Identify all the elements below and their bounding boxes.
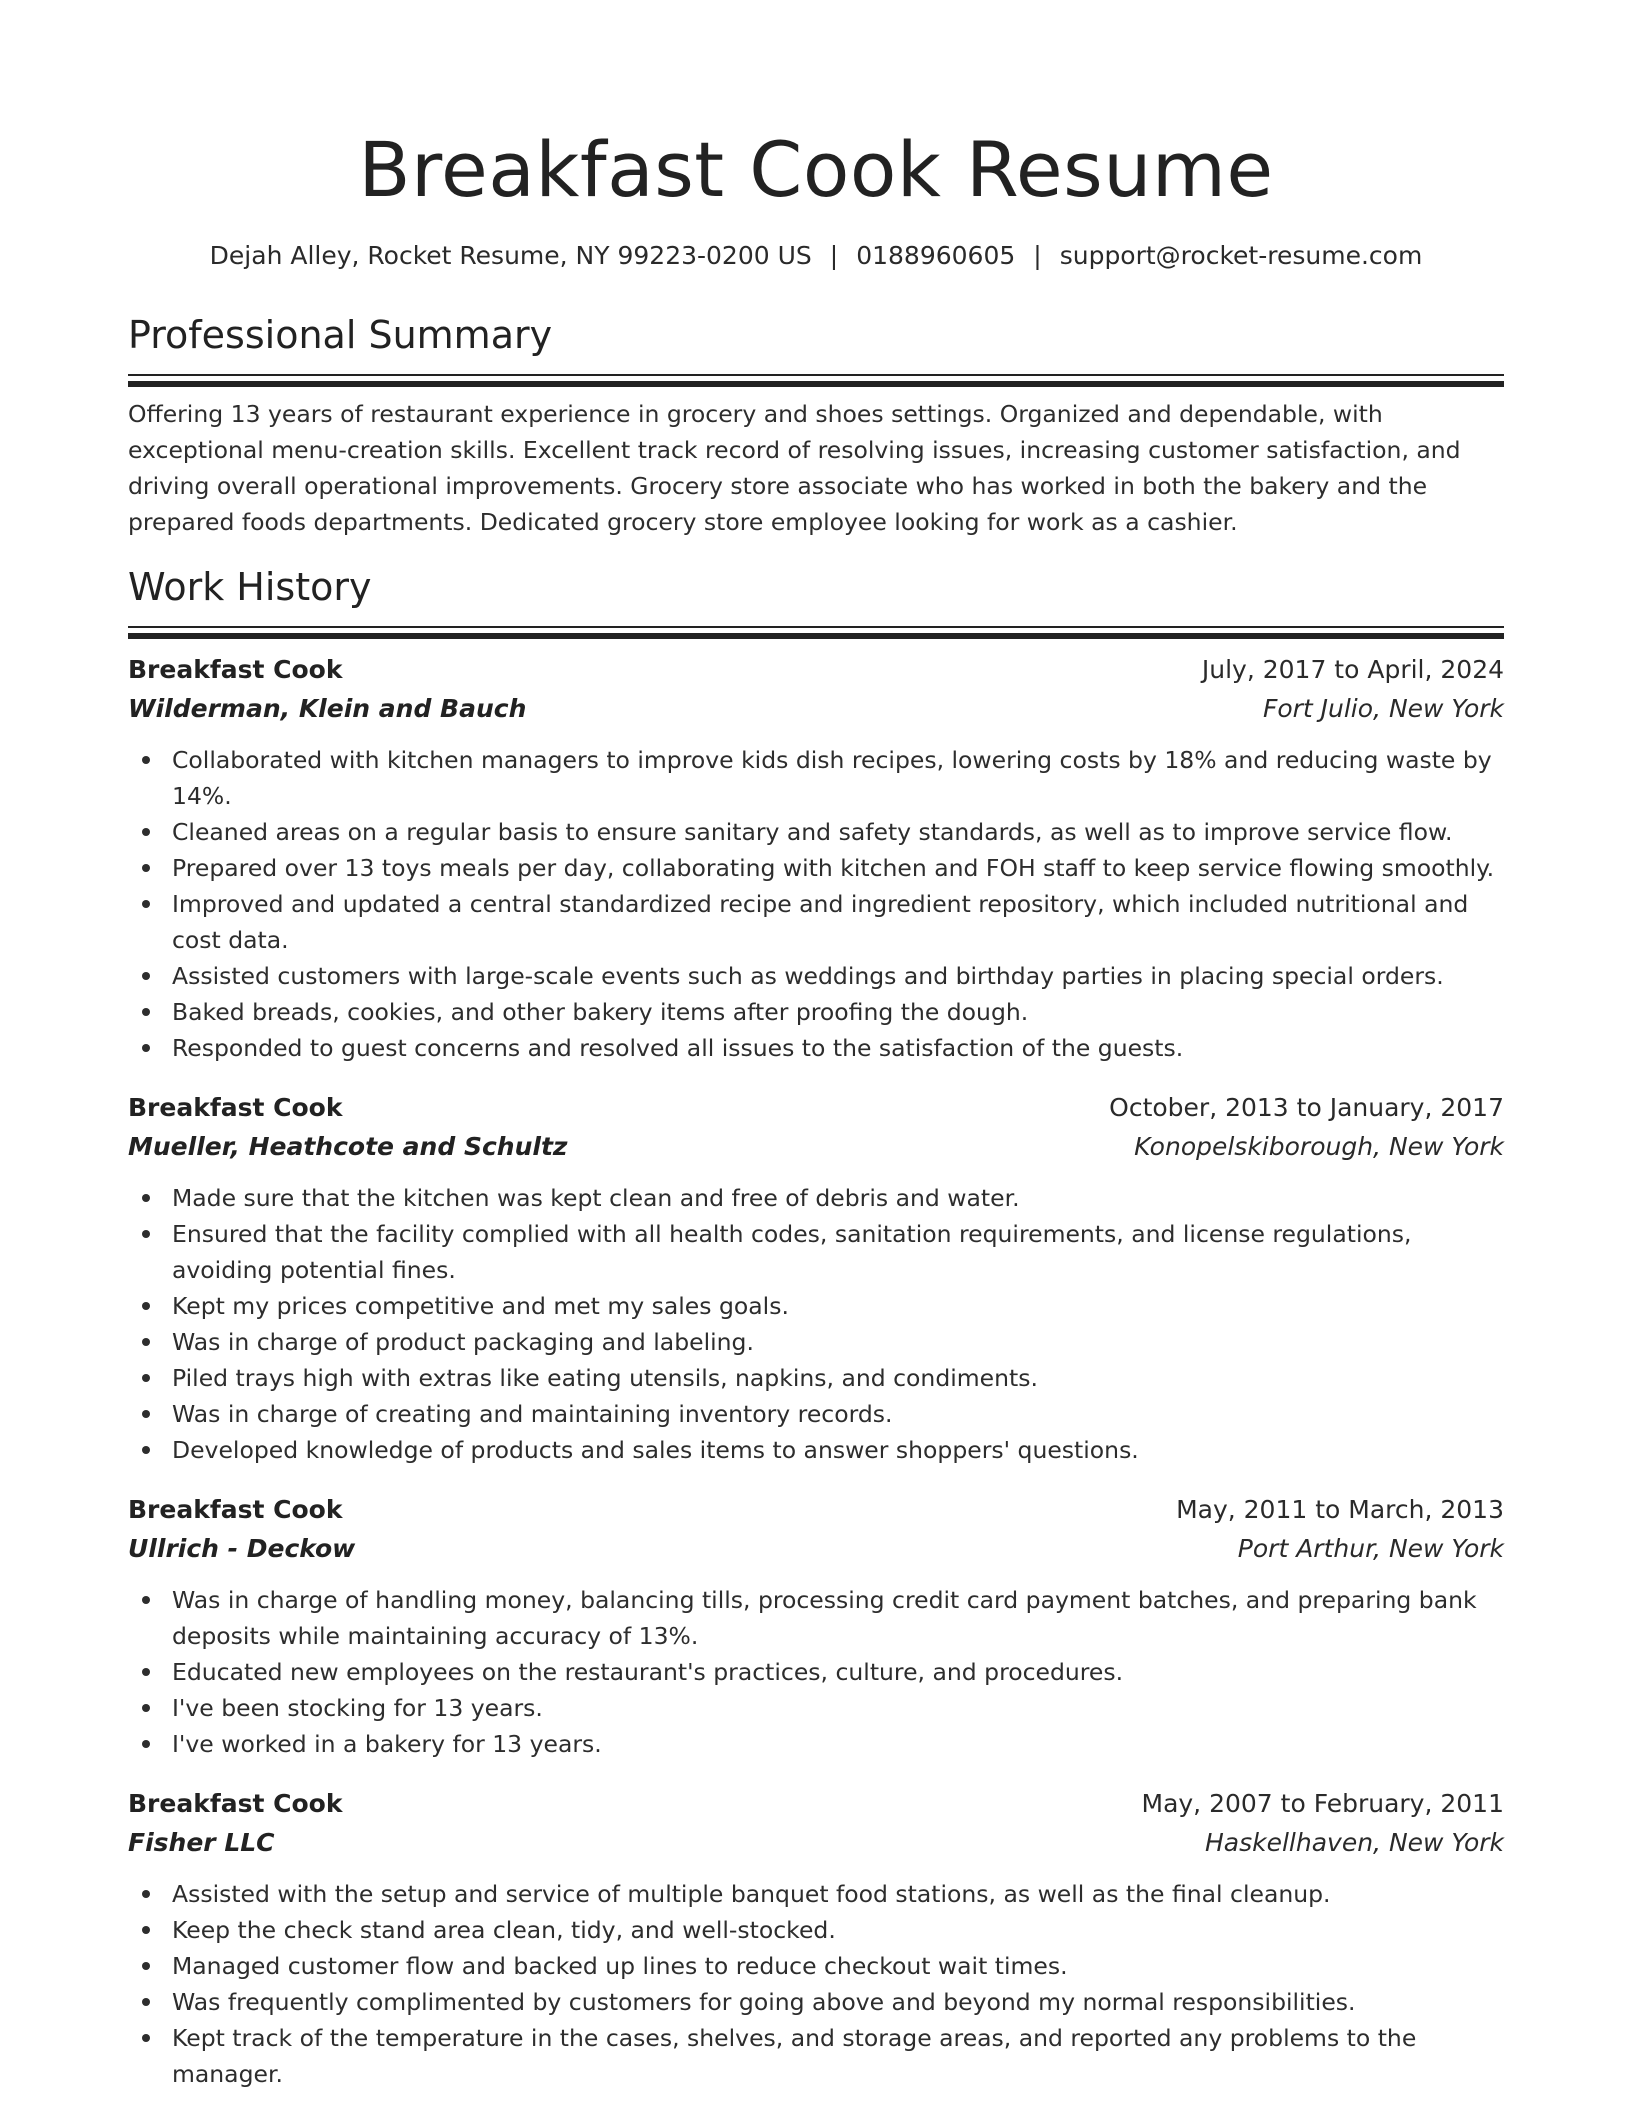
- job-company: Wilderman, Klein and Bauch: [128, 694, 527, 723]
- job-bullet-list: [128, 1582, 1504, 1762]
- section-heading-work-history: Work History: [128, 565, 372, 609]
- job-bullet-item: Made sure that the kitchen was kept clean and free of debris and water.: [128, 1180, 1504, 1216]
- contact-separator: |: [1033, 241, 1042, 270]
- job-header-row: [128, 1088, 1504, 1127]
- job-bullet-item: Developed knowledge of products and sales items to answer shoppers' questions.: [128, 1432, 1504, 1468]
- job-bullet-item: I've been stocking for 13 years.: [128, 1690, 1504, 1726]
- job-company: Mueller, Heathcote and Schultz: [128, 1132, 568, 1161]
- job-bullet-item: Was frequently complimented by customers for going above and beyond my normal responsibilities.: [128, 1984, 1504, 2020]
- contact-phone: 0188960605: [856, 241, 1016, 270]
- job-company: Fisher LLC: [128, 1828, 275, 1857]
- job-bullet-item: Prepared over 13 toys meals per day, collaborating with kitchen and FOH staff to keep service flowing smoothly.: [128, 850, 1504, 886]
- section-heading-summary: Professional Summary: [128, 313, 553, 357]
- resume-title: Breakfast Cook Resume: [358, 125, 1274, 214]
- job-dates: October, 2013 to January, 2017: [1109, 1093, 1504, 1122]
- job-title: Breakfast Cook: [128, 655, 343, 684]
- job-bullet-item: Was in charge of product packaging and labeling.: [128, 1324, 1504, 1360]
- job-bullet-item: Cleaned areas on a regular basis to ensure sanitary and safety standards, as well as to improve service flow.: [128, 814, 1504, 850]
- job-dates: May, 2011 to March, 2013: [1176, 1495, 1504, 1524]
- job-entry: [128, 1784, 1504, 2092]
- job-title: Breakfast Cook: [128, 1789, 343, 1818]
- contact-separator: |: [829, 241, 839, 270]
- job-bullet-item: Kept my prices competitive and met my sales goals.: [128, 1288, 1504, 1324]
- job-location: Fort Julio, New York: [1262, 694, 1504, 723]
- job-company-row: [128, 1529, 1504, 1568]
- job-bullet-item: Collaborated with kitchen managers to improve kids dish recipes, lowering costs by 18% and reducing waste by 14%.: [128, 742, 1504, 814]
- job-header-row: [128, 1490, 1504, 1529]
- job-entry: [128, 1490, 1504, 1762]
- job-company-row: [128, 1127, 1504, 1166]
- job-company-row: [128, 1823, 1504, 1862]
- job-company: Ullrich - Deckow: [128, 1534, 356, 1563]
- job-entry: [128, 1088, 1504, 1468]
- job-location: Konopelskiborough, New York: [1134, 1132, 1504, 1161]
- job-bullet-item: Educated new employees on the restaurant's practices, culture, and procedures.: [128, 1654, 1504, 1690]
- job-bullet-item: Ensured that the facility complied with all health codes, sanitation requirements, and license regulations, avoiding potential fines.: [128, 1216, 1504, 1288]
- job-list: [128, 650, 1504, 2092]
- job-header-row: [128, 650, 1504, 689]
- job-title: Breakfast Cook: [128, 1495, 343, 1524]
- job-bullet-item: Baked breads, cookies, and other bakery items after proofing the dough.: [128, 994, 1504, 1030]
- job-bullet-list: [128, 742, 1504, 1066]
- contact-line: [128, 238, 1504, 274]
- professional-summary-section: [128, 310, 1504, 540]
- work-history-section: [128, 562, 1504, 2092]
- job-bullet-item: Was in charge of handling money, balancing tills, processing credit card payment batches, and preparing bank deposits while maintaining accuracy of 13%.: [128, 1582, 1504, 1654]
- job-bullet-list: [128, 1180, 1504, 1468]
- section-divider: [128, 374, 1504, 376]
- job-bullet-item: I've worked in a bakery for 13 years.: [128, 1726, 1504, 1762]
- job-bullet-item: Improved and updated a central standardized recipe and ingredient repository, which included nutritional and cost data.: [128, 886, 1504, 958]
- job-header-row: [128, 1784, 1504, 1823]
- contact-email: support@rocket-resume.com: [1059, 241, 1423, 270]
- job-bullet-item: Was in charge of creating and maintaining inventory records.: [128, 1396, 1504, 1432]
- job-location: Haskellhaven, New York: [1204, 1828, 1504, 1857]
- contact-address: Dejah Alley, Rocket Resume, NY 99223-0200 US: [209, 241, 812, 270]
- job-company-row: [128, 689, 1504, 728]
- section-divider: [128, 626, 1504, 628]
- job-bullet-item: Kept track of the temperature in the cases, shelves, and storage areas, and reported any problems to the manager.: [128, 2020, 1504, 2092]
- job-title: Breakfast Cook: [128, 1093, 343, 1122]
- job-bullet-item: Piled trays high with extras like eating utensils, napkins, and condiments.: [128, 1360, 1504, 1396]
- job-location: Port Arthur, New York: [1237, 1534, 1504, 1563]
- job-bullet-item: Assisted with the setup and service of multiple banquet food stations, as well as the final cleanup.: [128, 1876, 1504, 1912]
- job-dates: July, 2017 to April, 2024: [1201, 655, 1504, 684]
- job-bullet-item: Keep the check stand area clean, tidy, and well-stocked.: [128, 1912, 1504, 1948]
- job-bullet-item: Assisted customers with large-scale events such as weddings and birthday parties in placing special orders.: [128, 958, 1504, 994]
- resume-page: [128, 0, 1504, 2114]
- job-bullet-item: Managed customer flow and backed up lines to reduce checkout wait times.: [128, 1948, 1504, 1984]
- job-bullet-item: Responded to guest concerns and resolved all issues to the satisfaction of the guests.: [128, 1030, 1504, 1066]
- job-bullet-list: [128, 1876, 1504, 2092]
- job-dates: May, 2007 to February, 2011: [1141, 1789, 1504, 1818]
- summary-text: Offering 13 years of restaurant experience in grocery and shoes settings. Organized and dependable, with exceptional menu-creation skills. Excellent track record of resolving issues, increasing customer satisfaction, and driving overall operational improvements. Grocery store associate who has worked in both the bakery and the prepared foods departments. Dedicated grocery store employee looking for work as a cashier.: [128, 400, 1461, 536]
- job-entry: [128, 650, 1504, 1066]
